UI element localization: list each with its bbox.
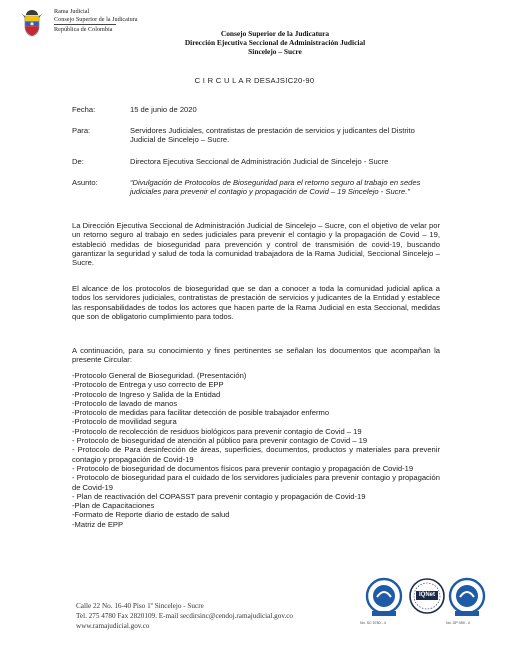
list-item: -Protocolo de lavado de manos	[72, 398, 178, 408]
list-item: - Plan de reactivación del COPASST para prevenir contagio y propagación de Covid-19	[72, 491, 366, 501]
entity-council: Consejo Superior de la Judicatura	[54, 15, 138, 23]
list-item: -Protocolo de medidas para facilitar detección de posible trabajador enfermo	[72, 408, 330, 418]
footer-website: www.ramajudicial.gov.co	[76, 622, 150, 630]
list-item: - Protocolo de bioseguridad para el cuidado de los servidores judiciales para prevenir contagio y propagación de Covid-19	[72, 473, 440, 492]
list-item: -Plan de Capacitaciones	[72, 501, 155, 511]
sender-label: De:	[72, 157, 84, 166]
documents-intro-paragraph: A continuación, para su conocimiento y fines pertinentes se señalan los documentos que acompañan la presente Circular:	[72, 346, 440, 365]
certificate-code-1: No. SC 5780 - 4	[360, 621, 386, 625]
date-value: 15 de junio de 2020	[130, 105, 197, 114]
certificate-code-2: No. GP 059 - 4	[446, 621, 470, 625]
divider	[54, 24, 116, 25]
subject-label: Asunto:	[72, 178, 98, 187]
icontec-gp-seal-icon	[447, 577, 487, 619]
attached-documents-list	[72, 371, 440, 529]
footer-address: Calle 22 No. 16-40 Piso 1º Sincelejo - Sucre	[76, 602, 204, 610]
list-item: -Protocolo de Ingreso y Salida de la Entidad	[72, 389, 221, 399]
letterhead-title-1: Consejo Superior de la Judicatura	[220, 29, 330, 38]
list-item: - Protocolo de Para desinfección de áreas, superficies, documentos, productos y materiales para prevenir contagio y propagación de Covid-19	[72, 445, 440, 464]
footer-phone-email: Tel. 275 4780 Fax 2820109. E-mail secdirsinc@cendoj.ramajudicial.gov.co	[76, 612, 294, 620]
date-label: Fecha:	[72, 105, 96, 114]
list-item: -Protocolo General de Bioseguridad. (Presentación)	[72, 371, 247, 380]
recipient-value: Servidores Judiciales, contratistas de prestación de servicios y judicantes del Distrito Judicial de Sincelejo – Sucre.	[130, 126, 415, 144]
footer-contact	[76, 601, 293, 631]
intro-paragraph: La Dirección Ejecutiva Seccional de Administración Judicial de Sincelejo – Sucre, con el objetivo de velar por un retorno seguro al trabajo en sedes judiciales para prevenir el contagio y la propagación de Covid – 19, estableció medidas de bioseguridad para prevención y control de transmisión de covid-19, buscando garantizar la seguridad y salud de toda la comunidad trabajadora de la Rama Judicial, Seccional Sincelejo – Sucre.	[72, 221, 440, 268]
coat-of-arms-logo	[17, 8, 47, 38]
letterhead-title-3: Sincelejo – Sucre	[248, 47, 302, 56]
entity-name: Rama Judicial	[54, 8, 90, 15]
list-item: -Matriz de EPP	[72, 519, 124, 529]
scope-paragraph: El alcance de los protocolos de bioseguridad que se dan a conocer a toda la comunidad judicial aplica a todos los servidores judiciales, contratistas de prestación de servicios y judicantes de la Entidad y establece las responsabilidades de todos los actores que hacen parte de la Rama Judicial en esta Seccional, medidas que son de obligatorio cumplimiento para todos.	[72, 284, 440, 321]
iqnet-seal-icon	[407, 577, 447, 619]
sender-value: Directora Ejecutiva Seccional de Administración Judicial de Sincelejo - Sucre	[130, 157, 389, 166]
list-item: - Protocolo de bioseguridad de atención al público para prevenir contagio de Covid – 19	[72, 436, 368, 446]
issuing-entity	[54, 8, 138, 34]
list-item: -Protocolo de movilidad segura	[72, 417, 177, 427]
recipient-label: Para:	[72, 126, 91, 135]
letterhead-titles	[140, 29, 410, 56]
circular-id: C I R C U L A R DESAJSIC20-90	[194, 76, 315, 85]
subject-value: “Divulgación de Protocolos de Bioseguridad para el retorno seguro al trabajo en sedes judiciales para prevenir el contagio y propagación de Covid – 19 Sincelejo - Sucre.”	[130, 178, 421, 196]
list-item: -Formato de Reporte diario de estado de salud	[72, 510, 230, 520]
icontec-iso-seal-icon	[364, 577, 404, 619]
iqnet-label: IQNet	[418, 592, 435, 598]
entity-country: República de Colombia	[54, 26, 113, 34]
list-item: - Protocolo de bioseguridad de documentos físicos para prevenir contagio y propagación de Covid-19	[72, 463, 414, 473]
list-item: -Protocolo de Entrega y uso correcto de EPP	[72, 380, 224, 390]
letterhead-title-2: Dirección Ejecutiva Seccional de Administración Judicial	[184, 38, 366, 47]
list-item: -Protocolo de recolección de residuos biológicos para prevenir contagio de Covid – 19	[72, 426, 362, 436]
